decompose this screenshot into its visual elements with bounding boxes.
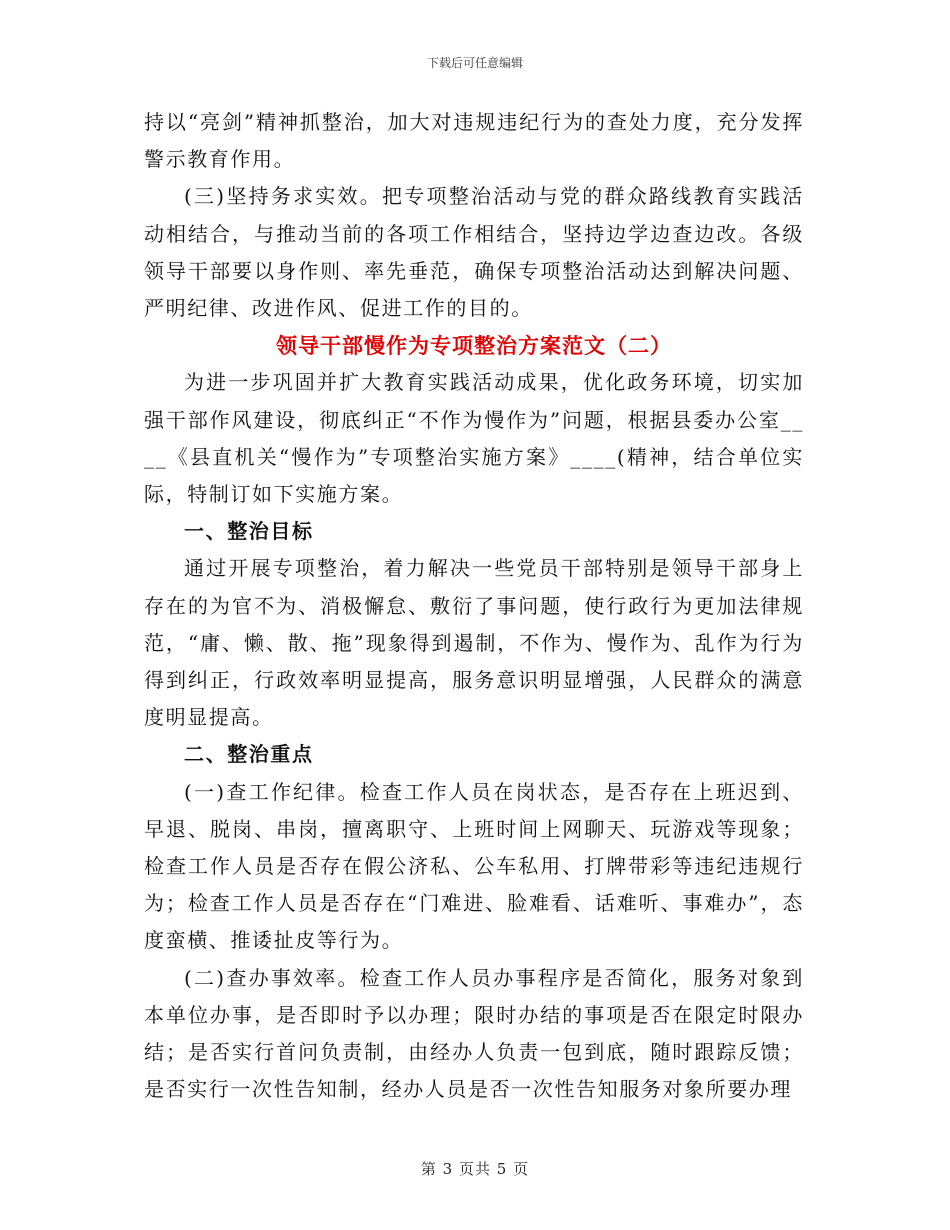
- paragraph-continuation: 持以“亮剑”精神抓整治，加大对违规违纪行为的查处力度，充分发挥警示教育作用。: [144, 110, 804, 172]
- document-body: [144, 104, 804, 1108]
- paragraph-intro: 为进一步巩固并扩大教育实践活动成果，优化政务环境，切实加强干部作风建设，彻底纠正“不作为慢作为”问题，根据县委办公室____《县直机关“慢作为”专项整治实施方案》____(精神，结合单位实际，特制订如下实施方案。: [144, 370, 804, 507]
- section-heading-goals: 一、整治目标: [184, 519, 314, 544]
- paragraph-focus-1: (一)查工作纪律。检查工作人员在岗状态，是否存在上班迟到、早退、脱岗、串岗，擅离职守、上班时间上网聊天、玩游戏等现象；检查工作人员是否存在假公济私、公车私用、打牌带彩等违纪违规行为；检查工作人员是否存在“门难进、脸难看、话难听、事难办”，态度蛮横、推诿扯皮等行为。: [144, 779, 804, 953]
- section-heading-focus: 二、整治重点: [184, 742, 314, 767]
- page-number: 第 3 页共 5 页: [420, 1160, 530, 1178]
- paragraph-item-3: (三)坚持务求实效。把专项整治活动与党的群众路线教育实践活动相结合，与推动当前的各项工作相结合，坚持边学边查边改。各级领导干部要以身作则、率先垂范，确保专项整治活动达到解决问题、严明纪律、改进作风、促进工作的目的。: [144, 184, 804, 321]
- page-header-note: 下载后可任意编辑: [426, 56, 523, 70]
- document-title: 领导干部慢作为专项整治方案范文（二）: [276, 333, 672, 359]
- paragraph-goals: 通过开展专项整治，着力解决一些党员干部特别是领导干部身上存在的为官不为、消极懈怠、敷衍了事问题，使行政行为更加法律规范，“庸、懒、散、拖”现象得到遏制，不作为、慢作为、乱作为行为得到纠正，行政效率明显提高，服务意识明显增强，人民群众的满意度明显提高。: [144, 556, 804, 730]
- paragraph-focus-2: (二)查办事效率。检查工作人员办事程序是否简化，服务对象到本单位办事，是否即时予以办理；限时办结的事项是否在限定时限办结；是否实行首问负责制，由经办人负责一包到底，随时跟踪反馈；是否实行一次性告知制，经办人员是否一次性告知服务对象所要办理: [144, 965, 804, 1102]
